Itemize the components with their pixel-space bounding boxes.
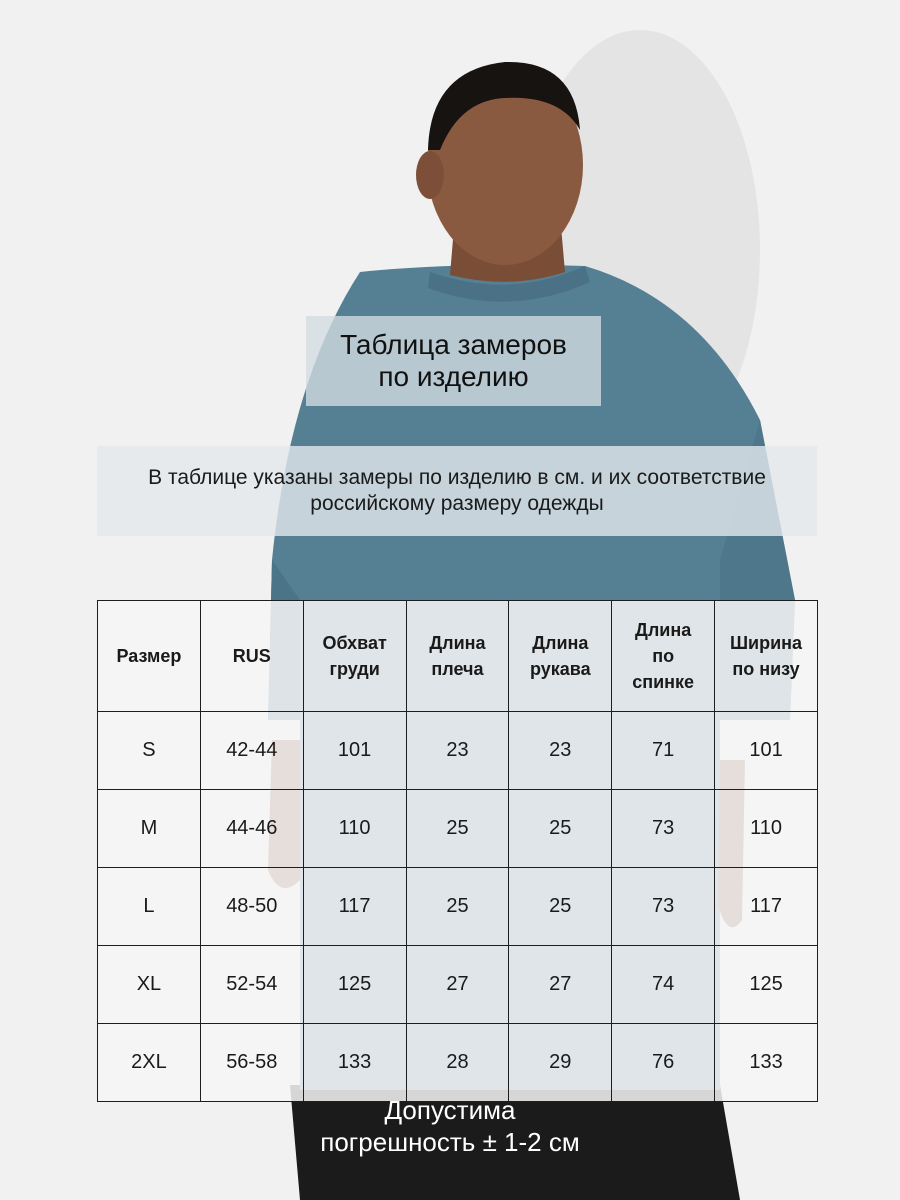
title-line-2: по изделию xyxy=(378,361,529,392)
cell-hem-width: 101 xyxy=(715,712,818,790)
table-row xyxy=(98,790,818,868)
cell-back-length: 74 xyxy=(612,946,715,1024)
tolerance-line-1: Допустима xyxy=(384,1095,516,1125)
cell-hem-width: 125 xyxy=(715,946,818,1024)
cell-hem-width: 110 xyxy=(715,790,818,868)
header-chest xyxy=(303,601,406,712)
cell-size: L xyxy=(98,868,201,946)
header-shoulder-line-2: плеча xyxy=(431,659,484,679)
cell-shoulder: 23 xyxy=(406,712,509,790)
cell-chest: 110 xyxy=(303,790,406,868)
cell-shoulder: 25 xyxy=(406,790,509,868)
cell-rus: 44-46 xyxy=(200,790,303,868)
title-line-1: Таблица замеров xyxy=(340,329,567,360)
table-header-row xyxy=(98,601,818,712)
cell-chest: 133 xyxy=(303,1024,406,1102)
cell-hem-width: 133 xyxy=(715,1024,818,1102)
header-back-length xyxy=(612,601,715,712)
header-rus xyxy=(200,601,303,712)
header-shoulder-line-1: Длина xyxy=(429,633,486,653)
cell-back-length: 76 xyxy=(612,1024,715,1102)
cell-back-length: 73 xyxy=(612,790,715,868)
table-row xyxy=(98,946,818,1024)
header-hem-line-1: Ширина xyxy=(729,633,803,653)
title-banner xyxy=(306,316,601,406)
header-size-label: Размер xyxy=(116,646,182,666)
header-rus-label: RUS xyxy=(232,646,271,666)
cell-size: S xyxy=(98,712,201,790)
cell-sleeve: 27 xyxy=(509,946,612,1024)
header-sleeve-line-2: рукава xyxy=(529,659,591,679)
table-row xyxy=(98,1024,818,1102)
cell-shoulder: 28 xyxy=(406,1024,509,1102)
header-chest-line-2: груди xyxy=(329,659,380,679)
cell-sleeve: 25 xyxy=(509,868,612,946)
cell-size: 2XL xyxy=(98,1024,201,1102)
cell-chest: 101 xyxy=(303,712,406,790)
cell-size: XL xyxy=(98,946,201,1024)
header-shoulder xyxy=(406,601,509,712)
cell-chest: 125 xyxy=(303,946,406,1024)
header-back-line-2: по xyxy=(652,646,675,666)
description-line-1: В таблице указаны замеры по изделию в см. и их соответствие xyxy=(148,466,766,489)
size-table xyxy=(97,600,818,1102)
header-back-line-1: Длина xyxy=(635,620,692,640)
cell-shoulder: 27 xyxy=(406,946,509,1024)
tolerance-line-2: погрешность ± 1-2 см xyxy=(320,1127,580,1157)
header-sleeve-line-1: Длина xyxy=(532,633,589,653)
cell-rus: 48-50 xyxy=(200,868,303,946)
cell-sleeve: 29 xyxy=(509,1024,612,1102)
cell-sleeve: 25 xyxy=(509,790,612,868)
header-hem-line-2: по низу xyxy=(732,659,800,679)
tolerance-note xyxy=(250,1094,650,1158)
cell-back-length: 71 xyxy=(612,712,715,790)
header-back-line-3: спинке xyxy=(632,672,695,692)
header-hem-width xyxy=(715,601,818,712)
table-row xyxy=(98,712,818,790)
cell-rus: 56-58 xyxy=(200,1024,303,1102)
cell-size: M xyxy=(98,790,201,868)
cell-back-length: 73 xyxy=(612,868,715,946)
header-sleeve xyxy=(509,601,612,712)
cell-sleeve: 23 xyxy=(509,712,612,790)
description-line-2: российскому размеру одежды xyxy=(310,492,604,515)
cell-rus: 42-44 xyxy=(200,712,303,790)
header-size xyxy=(98,601,201,712)
table-row xyxy=(98,868,818,946)
description-banner xyxy=(97,446,817,536)
cell-shoulder: 25 xyxy=(406,868,509,946)
cell-chest: 117 xyxy=(303,868,406,946)
cell-hem-width: 117 xyxy=(715,868,818,946)
cell-rus: 52-54 xyxy=(200,946,303,1024)
header-chest-line-1: Обхват xyxy=(322,633,387,653)
